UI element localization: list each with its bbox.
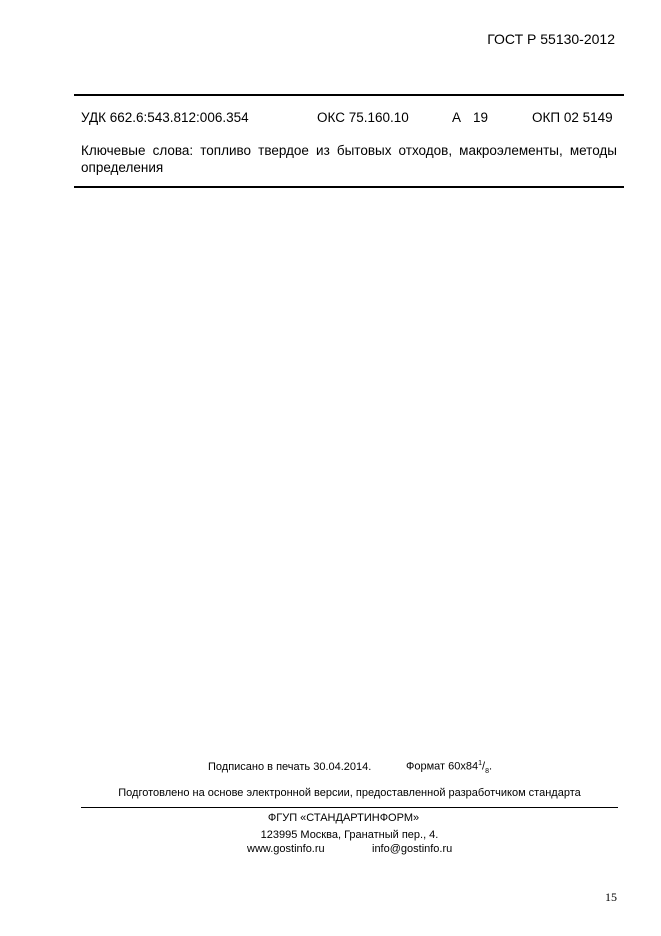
page-number: 15 (605, 890, 617, 904)
publisher-email[interactable]: info@gostinfo.ru (372, 843, 453, 855)
keywords-rule (74, 186, 624, 188)
standard-number: ГОСТ Р 55130-2012 (487, 31, 615, 47)
group-number: 19 (473, 110, 489, 125)
prepared-note: Подготовлено на основе электронной версии, предоставленной разработчиком стандарта (118, 787, 581, 799)
format-numerator: 1 (478, 760, 483, 767)
format-denominator: 8 (485, 767, 489, 775)
publisher-name: ФГУП «СТАНДАРТИНФОРМ» (267, 812, 420, 824)
publisher-address: 123995 Москва, Гранатный пер., 4. (260, 829, 439, 841)
print-format: Формат $60x84^1/_8$. (406, 760, 493, 775)
group-letter: А (452, 110, 462, 125)
top-rule (74, 94, 624, 96)
okp-code: ОКП 02 5149 (532, 110, 613, 125)
keywords: Ключевые слова: топливо твердое из бытовых отходов, макроэлементы, методы определения (81, 143, 617, 175)
signed-date: Подписано в печать 30.04.2014. (208, 761, 372, 773)
oks-code: ОКС 75.160.10 (317, 110, 409, 125)
imprint-rule (81, 807, 618, 808)
format-suffix: . (488, 760, 493, 773)
format-prefix: Формат 60x84 (406, 760, 479, 773)
udk-code: УДК 662.6:543.812:006.354 (81, 110, 249, 125)
publisher-website[interactable]: www.gostinfo.ru (247, 843, 325, 855)
